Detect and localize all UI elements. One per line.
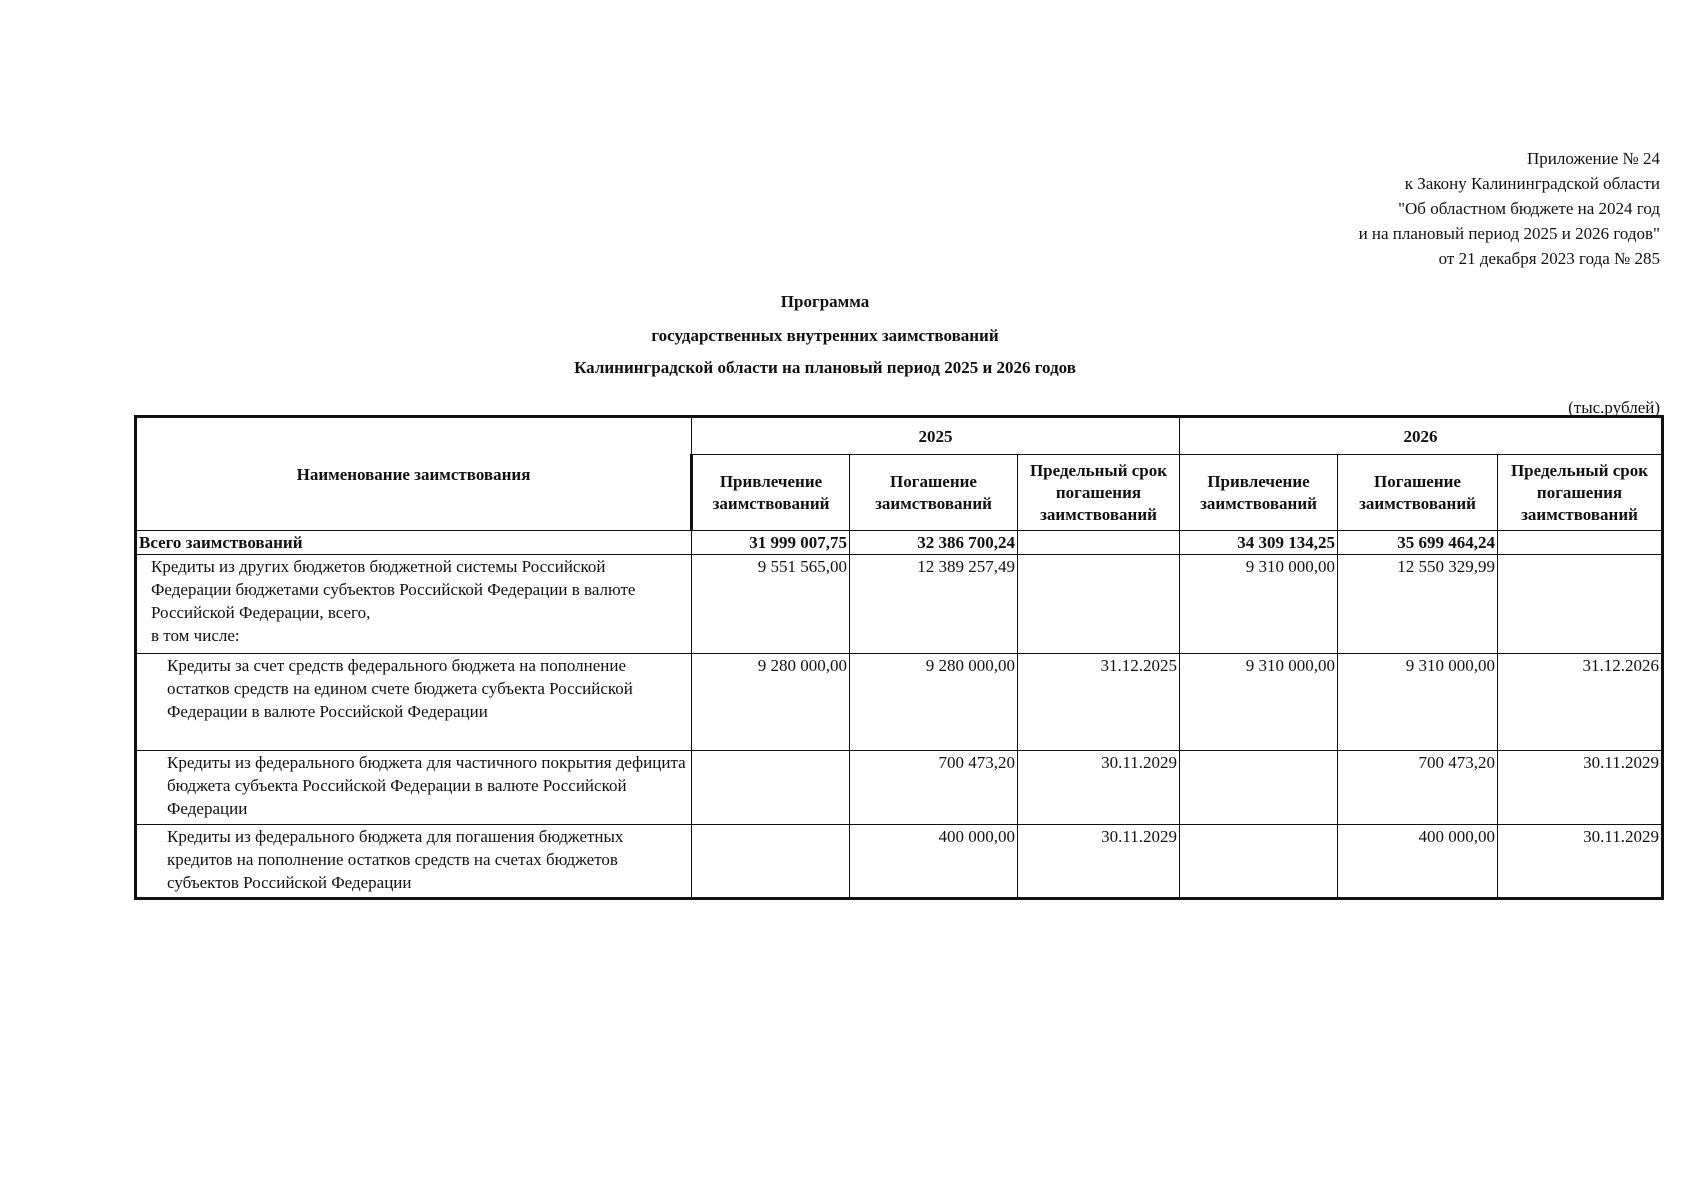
attract-2025-value [692, 751, 850, 825]
appendix-line: к Закону Калининградской области [1404, 174, 1660, 193]
header-repay-2026: Погашение заимствований [1338, 455, 1498, 531]
table-row [136, 555, 1663, 654]
repay-2026-value: 35 699 464,24 [1338, 531, 1498, 555]
row-name: Кредиты из федерального бюджета для погашения бюджетных кредитов на пополнение остатков средств на счетах бюджетов субъектов Российской Федерации [136, 825, 692, 899]
title-line-2: государственных внутренних заимствований [651, 326, 999, 345]
term-2026-value: 31.12.2026 [1498, 654, 1663, 751]
attract-2025-value [692, 825, 850, 899]
repay-2025-value: 700 473,20 [850, 751, 1018, 825]
header-term-2025: Предельный срок погашения заимствований [1018, 455, 1180, 531]
header-borrowing-name: Наименование заимствования [136, 417, 692, 531]
row-name [136, 555, 692, 654]
term-2026-value: 30.11.2029 [1498, 751, 1663, 825]
repay-2026-value: 700 473,20 [1338, 751, 1498, 825]
row-name: Кредиты из федерального бюджета для частичного покрытия дефицита бюджета субъекта Российской Федерации в валюте Российской Федерации [136, 751, 692, 825]
table-row [136, 751, 1663, 825]
appendix-line: от 21 декабря 2023 года № 285 [1438, 249, 1660, 268]
repay-2026-value: 9 310 000,00 [1338, 654, 1498, 751]
header-repay-2025: Погашение заимствований [850, 455, 1018, 531]
attract-2025-value: 9 551 565,00 [692, 555, 850, 654]
title-line-3: Калининградской области на плановый период 2025 и 2026 годов [574, 358, 1076, 377]
term-2025-value: 30.11.2029 [1018, 825, 1180, 899]
header-term-2026: Предельный срок погашения заимствований [1498, 455, 1663, 531]
units-label: (тыс.рублей) [1568, 398, 1660, 417]
borrowing-program-table [134, 415, 1664, 900]
attract-2026-value [1180, 751, 1338, 825]
term-2025-value: 30.11.2029 [1018, 751, 1180, 825]
term-2025-value [1018, 555, 1180, 654]
header-row-years [136, 417, 1663, 455]
term-2025-value: 31.12.2025 [1018, 654, 1180, 751]
attract-2026-value: 9 310 000,00 [1180, 555, 1338, 654]
repay-2025-value: 9 280 000,00 [850, 654, 1018, 751]
attract-2026-value [1180, 825, 1338, 899]
row-name: Всего заимствований [136, 531, 692, 555]
row-name-suffix: в том числе: [151, 626, 240, 645]
header-year-2025: 2025 [692, 417, 1180, 455]
term-2026-value [1498, 555, 1663, 654]
table-row [136, 825, 1663, 899]
table-row-total [136, 531, 1663, 555]
term-2026-value [1498, 531, 1663, 555]
term-2026-value: 30.11.2029 [1498, 825, 1663, 899]
repay-2026-value: 12 550 329,99 [1338, 555, 1498, 654]
row-name: Кредиты за счет средств федерального бюджета на пополнение остатков средств на едином счете бюджета субъекта Российской Федерации в валюте Российской Федерации [136, 654, 692, 751]
term-2025-value [1018, 531, 1180, 555]
attract-2025-value: 9 280 000,00 [692, 654, 850, 751]
repay-2025-value: 12 389 257,49 [850, 555, 1018, 654]
appendix-line: и на плановый период 2025 и 2026 годов" [1358, 224, 1660, 243]
appendix-line: Приложение № 24 [1527, 149, 1660, 168]
attract-2025-value: 31 999 007,75 [692, 531, 850, 555]
repay-2025-value: 32 386 700,24 [850, 531, 1018, 555]
title-line-1: Программа [780, 292, 870, 311]
repay-2025-value: 400 000,00 [850, 825, 1018, 899]
appendix-line: "Об областном бюджете на 2024 год [1398, 199, 1660, 218]
repay-2026-value: 400 000,00 [1338, 825, 1498, 899]
header-attract-2025: Привлечение заимствований [692, 455, 850, 531]
row-name-text: Кредиты из других бюджетов бюджетной системы Российской Федерации бюджетами субъектов Российской Федерации в валюте Российской Федерации, всего, [151, 557, 636, 622]
attract-2026-value: 34 309 134,25 [1180, 531, 1338, 555]
appendix-header [1060, 146, 1660, 271]
header-attract-2026: Привлечение заимствований [1180, 455, 1338, 531]
attract-2026-value: 9 310 000,00 [1180, 654, 1338, 751]
header-year-2026: 2026 [1180, 417, 1663, 455]
table-row [136, 654, 1663, 751]
